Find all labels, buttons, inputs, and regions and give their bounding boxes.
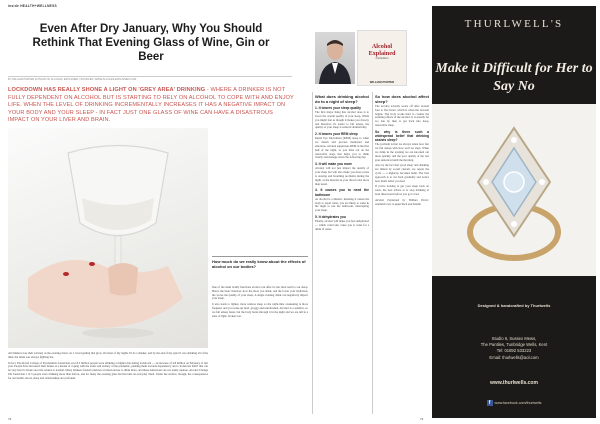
ad-facebook-url[interactable]: www.facebook.com/thurlwells xyxy=(494,400,542,405)
paragraph: In fact, The Royal College of Psychiatrists found that over 8.5 million people were drinking at higher risk during lockdown — an increase of 4.8 million on February of last year. People have increased their intake as a means of coping with the stress and anxiety of the pandemic, pushing them towards dependency and a 'lockdown habit' that can be very hard to break once life returns to normal. Many drinkers found lockdown an ideal excuse to drink more, and these behaviours are not easily undone. Alcohol Change UK found that 1 in 5 people were drinking more than before, and for many the evening glass had become an everyday ritual. Under the surface, though, the consequences for our health, mood, sleep and relationships are profound. xyxy=(8,360,208,380)
paragraph: Also by the fact that 'good sleep' and drinking are linked by social custom, we repeat the cycle — a nightcap becomes habit. The best approach is to cut back gradually and notice how much better you feel. xyxy=(375,163,429,183)
sleep-item xyxy=(315,106,369,130)
section-heading: So how does alcohol affect sleep? xyxy=(375,94,429,104)
facebook-icon: f xyxy=(487,400,493,406)
book-cover xyxy=(357,30,407,86)
article-column-3 xyxy=(315,92,369,234)
item-heading: 3. It will make you more xyxy=(315,162,353,167)
intro-lead: LOCKDOWN HAS REALLY SHONE A LIGHT ON 'GREY AREA' DRINKING xyxy=(8,87,206,93)
ad-website[interactable]: www.thurlwells.com xyxy=(490,380,538,386)
paragraph: If you're looking to get your sleep back on track, the best advice is to stop drinking at least three hours before you go to bed. xyxy=(375,184,429,196)
photo-caption: How much do we really know about the effects of alcohol on our bodies? xyxy=(212,256,308,269)
diamond-ring-illustration xyxy=(432,104,596,276)
address-line: The Pantiles, Tunbridge Wells, Kent xyxy=(480,342,548,348)
author-portrait xyxy=(315,32,355,84)
ad-brand: THURLWELL'S xyxy=(464,18,564,30)
ad-tagline: Make it Difficult for Her to Say No xyxy=(435,61,593,94)
hand-holding-glass-illustration xyxy=(8,128,208,348)
paragraph: Alcohol will not just impact the quality of your sleep but will also make you more prone to snoring and breathing problems during the night, as the muscles in your throat relax more than usual. xyxy=(315,166,369,186)
column-divider xyxy=(312,92,313,414)
article-title: Even After Dry January, Why You Should Rethink That Evening Glass of Wine, Gin or Beer xyxy=(32,23,270,63)
intro-paragraph xyxy=(8,87,294,125)
ad-email: Email: thurlwells@aol.com xyxy=(489,354,539,360)
column-divider xyxy=(372,92,373,414)
sleep-item xyxy=(315,215,369,232)
paragraph: The first major thing that alcohol does is to lower the overall quality of your sleep. While you might feel as though it makes you drowsy and therefore it's easier to fall asleep, the quality of your sleep is reduced dramatically. xyxy=(315,110,369,130)
article-column-1 xyxy=(8,352,208,383)
paragraph: All drinkers lose their sobriety as the evening draws on. I loved getting that glow. On most of my nights I'd be a drinker, and by the end of my spiral I was drinking all of the time; the drink was always fighting me. xyxy=(8,351,208,359)
paragraph: As alcohol is a diuretic, meaning it causes the body to expel water, you are likely to wake in the night to use the bathroom, interrupting your sleep. xyxy=(315,196,369,213)
item-heading: 4. It causes you to need the bathroom xyxy=(315,188,369,197)
ad-address xyxy=(432,336,596,361)
ad-phone: Tel: 01892 533223 xyxy=(496,348,532,354)
book-subtitle: 2nd Edition xyxy=(375,57,389,60)
paragraph: It also leads to lighter, more restless sleep so the night-time awakening is more frequent, and you wake up tired, groggy and unrefreshed. Alcohol is a sedative, so we fall asleep faster, but the body burns through it in the night and we are left in a state of light, broken rest. xyxy=(212,302,308,318)
sleep-item xyxy=(315,132,369,160)
byline: BY WILLIAM PORTER AUTHOR OF ALCOHOL EXPLAINED | SOURCES: WWW.ALCOHOLEXPLAINED.COM xyxy=(8,76,292,81)
intro-rest: - WHERE A DRINKER IS NOT FULLY DEPENDENT ON ALCOHOL BUT IS STARTING TO RELY ON ALCOHOL TO COPE WITH AND ENJOY LIFE. WHEN THE LEVEL OF DRINKING INCREMENTALLY INCREASES IT HAS A NEGATIVE IMPACT ON YOUR BODY AND YOUR SLEEP - IN FACT JUST ONE GLASS OF WINE CAN HAVE A DISASTROUS IMPACT ON YOUR LIVER AND BRAIN. xyxy=(8,87,294,124)
man-in-suit-illustration xyxy=(315,32,355,84)
jewellery-advert xyxy=(432,6,596,418)
article-column-2 xyxy=(212,286,308,320)
sleep-item xyxy=(315,188,369,213)
paragraph: The alcohol actually wears off after around four to five hours, which is when the reversal begins. The body works hard to counter the sedating effects of the alcohol. It is usually far too late by then to get back into deep, restorative sleep. xyxy=(375,104,429,127)
book-author: WILLIAM PORTER xyxy=(369,80,395,84)
wine-glass-photo xyxy=(8,128,208,348)
section-label: inside HEALTH+WELLNESS xyxy=(8,4,57,8)
article-column-4 xyxy=(375,92,429,208)
sleep-item xyxy=(315,162,369,186)
paragraph: One of the main bodily functions alcohol can affect is the short term to our sleep. Here's the basic function: how the more you drink, and the lower your hydration, the worse the quality of your sleep. A single evening drink can negatively impact your sleep. xyxy=(212,285,308,301)
address-line: Studio 6, Sussex Mews, xyxy=(491,336,537,341)
page-number-left: 72 xyxy=(8,417,12,421)
paragraph: The problem is that we always relate how fast we fall asleep with how well we slept. When we drink in the evening we are knocked out more quickly, and the poor quality of the rest goes unnoticed until the morning. xyxy=(375,142,429,162)
book-title: Alcohol Explained xyxy=(368,43,396,57)
section-heading: What does drinking alcohol do to a night of sleep? xyxy=(315,94,369,104)
item-heading: 5. It dehydrates you xyxy=(315,214,346,219)
paragraph: Rapid Eye Movement (REM) sleep is when we dream and process memories and emotions. Alcohol suppresses REM in the first half of the night, so you miss out on the restorative stage that helps you to think clearly and manage stress the following day. xyxy=(315,136,369,160)
ad-facebook[interactable] xyxy=(432,400,596,406)
paragraph: Finally, alcohol will make you feel dehydrated — which could also cause you to wake for a drink of water. xyxy=(315,219,369,231)
item-heading: 2. It lowers your REM sleep xyxy=(315,132,358,137)
sub-heading: So why is there such a widespread belief that drinking assists sleep? xyxy=(375,129,429,143)
ad-designed-by: Designed & handcrafted by Thurlwells xyxy=(477,303,551,308)
book-credit: Alcohol Explained by William Porter, available now in paperback and Kindle. xyxy=(375,197,429,206)
page-number-right: 73 xyxy=(420,417,424,421)
item-heading: 1. It lowers your sleep quality xyxy=(315,106,361,110)
